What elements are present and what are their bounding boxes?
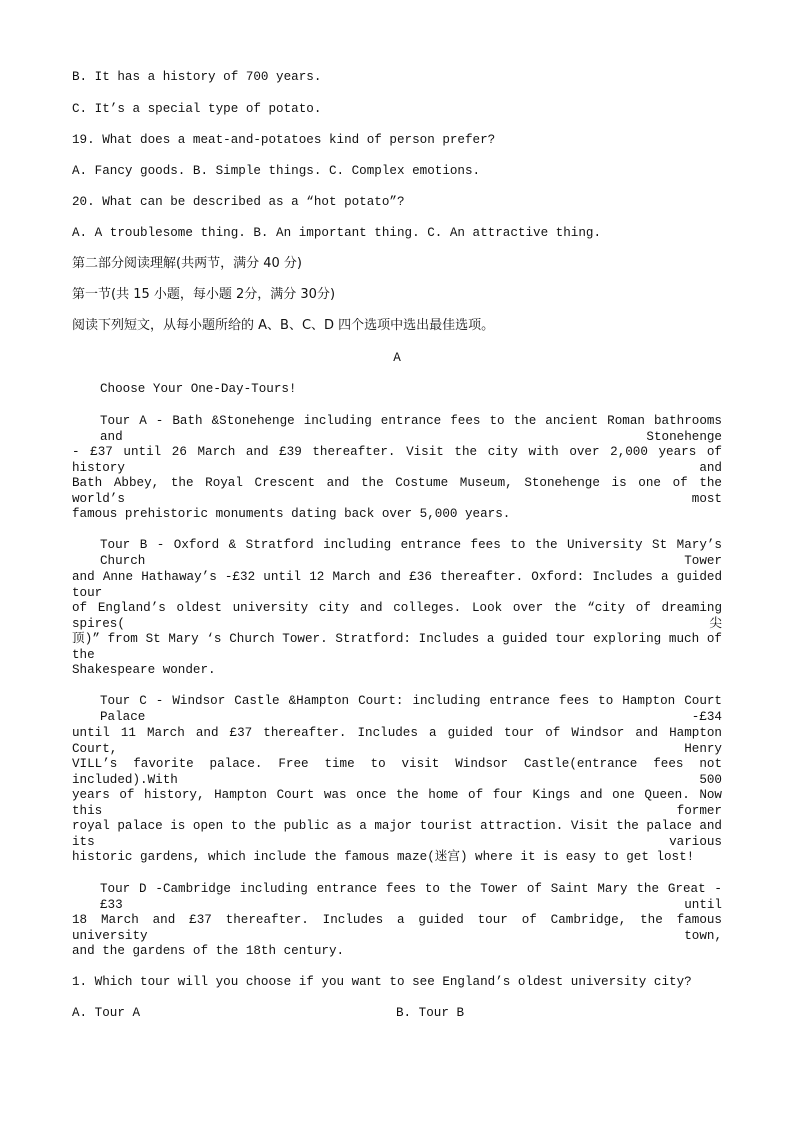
section-part2-heading: 第二部分阅读理解(共两节，满分 40 分) — [72, 256, 302, 271]
tour-a-line: famous prehistoric monuments dating back over 5,000 years. — [72, 507, 511, 521]
tour-d-line: and the gardens of the 18th century. — [72, 944, 345, 958]
tour-b-line: Tour B - Oxford & Stratford including entrance fees to the University St Mary’s Church Tower — [100, 538, 722, 568]
tour-b-line: Shakespeare wonder. — [72, 663, 216, 677]
tour-b-line: and Anne Hathaway’s -£32 until 12 March and £36 thereafter. Oxford: Includes a guided tour — [72, 570, 722, 600]
q20-options: A. A troublesome thing. B. An important thing. C. An attractive thing. — [72, 226, 602, 240]
q19-question: 19. What does a meat-and-potatoes kind of person prefer? — [72, 133, 496, 147]
tour-a-line: Tour A - Bath &Stonehenge including entrance fees to the ancient Roman bathrooms and Stonehenge — [100, 414, 722, 444]
q18-option-b: B. It has a history of 700 years. — [72, 70, 322, 84]
passage-title: Choose Your One-Day-Tours! — [100, 382, 297, 396]
section-1-heading: 第一节(共 15 小题，每小题 2分，满分 30分) — [72, 287, 336, 302]
reading-instructions: 阅读下列短文，从每小题所给的 A、B、C、D 四个选项中选出最佳选项。 — [72, 318, 495, 333]
q18-option-c: C. It’s a special type of potato. — [72, 102, 322, 116]
tour-c-line: royal palace is open to the public as a major tourist attraction. Visit the palace and its various — [72, 819, 722, 849]
question-1-option-a: A. Tour A — [72, 1006, 141, 1020]
tour-d-line: Tour D -Cambridge including entrance fees to the Tower of Saint Mary the Great -£33 until — [100, 882, 722, 912]
tour-c-line: until 11 March and £37 thereafter. Includes a guided tour of Windsor and Hampton Court, Henry — [72, 726, 722, 756]
question-1-text: 1. Which tour will you choose if you want to see England’s oldest university city? — [72, 975, 692, 989]
tour-b-line: 顶)” from St Mary ‘s Church Tower. Stratford: Includes a guided tour exploring much of the — [72, 632, 722, 662]
tour-a-line: - £37 until 26 March and £39 thereafter. Visit the city with over 2,000 years of history and — [72, 445, 722, 475]
q19-options: A. Fancy goods. B. Simple things. C. Complex emotions. — [72, 164, 481, 178]
tour-c-line: historic gardens, which include the famous maze(迷宫) where it is easy to get lost! — [72, 850, 695, 864]
tour-d-line: 18 March and £37 thereafter. Includes a guided tour of Cambridge, the famous university town, — [72, 913, 722, 943]
tour-b-line: of England’s oldest university city and colleges. Look over the “city of dreaming spires(尖 — [72, 601, 722, 631]
passage-label: A — [393, 351, 401, 365]
tour-a-line: Bath Abbey, the Royal Crescent and the Costume Museum, Stonehenge is one of the world’s most — [72, 476, 722, 506]
q20-question: 20. What can be described as a “hot potato”? — [72, 195, 405, 209]
tour-c-line: Tour C - Windsor Castle &Hampton Court: including entrance fees to Hampton Court Palace -£34 — [100, 694, 722, 724]
tour-c-line: VILL’s favorite palace. Free time to visit Windsor Castle(entrance fees not included).With 500 — [72, 757, 722, 787]
question-1-option-b: B. Tour B — [396, 1006, 465, 1020]
tour-c-line: years of history, Hampton Court was once the home of four Kings and one Queen. Now this former — [72, 788, 722, 818]
